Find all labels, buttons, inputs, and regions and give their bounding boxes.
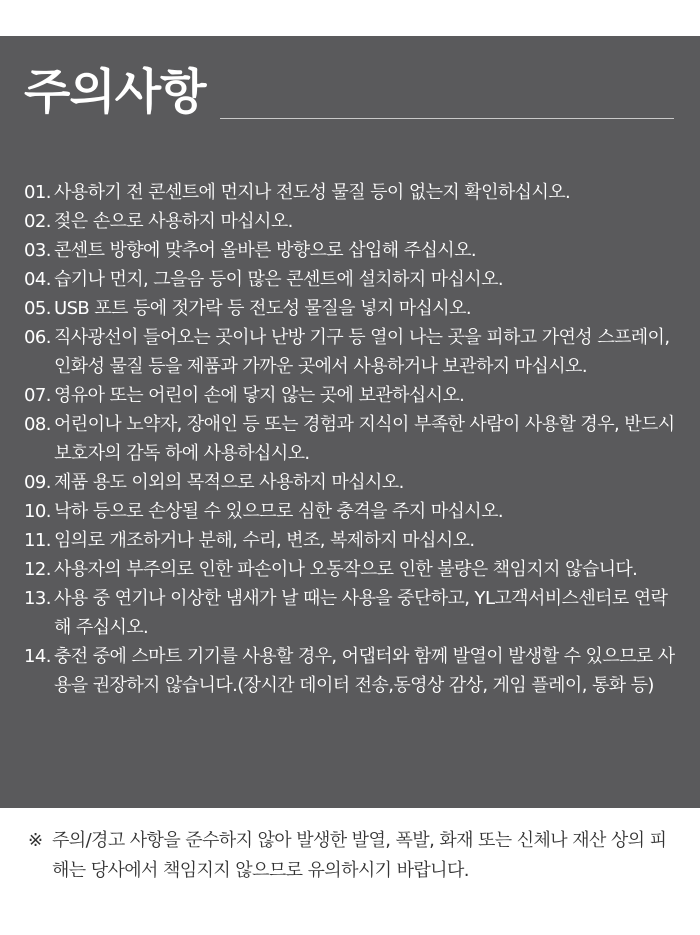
item-number: 11.: [24, 530, 51, 551]
item-number: 05.: [24, 298, 51, 319]
caution-item-13: [24, 584, 684, 642]
item-number: 03.: [24, 240, 51, 261]
item-text: 직사광선이 들어오는 곳이나 난방 기구 등 열이 나는 곳을 피하고 가연성 스프레이, 인화성 물질 등을 제품과 가까운 곳에서 사용하거나 보관하지 마십시오.: [54, 327, 670, 377]
item-text: 어린이나 노약자, 장애인 등 또는 경험과 지식이 부족한 사람이 사용할 경우, 반드시 보호자의 감독 하에 사용하십시오.: [54, 414, 675, 464]
item-number: 13.: [24, 588, 51, 609]
item-text: 영유아 또는 어린이 손에 닿지 않는 곳에 보관하십시오.: [54, 385, 465, 406]
item-number: 06.: [24, 327, 51, 348]
item-number: 12.: [24, 559, 51, 580]
item-text: 제품 용도 이외의 목적으로 사용하지 마십시오.: [54, 472, 404, 493]
item-number: 07.: [24, 385, 51, 406]
item-text: 젖은 손으로 사용하지 마십시오.: [54, 211, 293, 232]
caution-item-06: [24, 323, 684, 381]
item-number: 10.: [24, 501, 51, 522]
item-text: 사용하기 전 콘센트에 먼지나 전도성 물질 등이 없는지 확인하십시오.: [54, 182, 571, 203]
caution-item-12: [24, 555, 684, 584]
item-number: 14.: [24, 646, 51, 667]
item-text: 낙하 등으로 손상될 수 있으므로 심한 충격을 주지 마십시오.: [54, 501, 504, 522]
item-text: 충전 중에 스마트 기기를 사용할 경우, 어댑터와 함께 발열이 발생할 수 있으므로 사용을 권장하지 않습니다.(장시간 데이터 전송,동영상 감상, 게임 플레이, 통화 등): [54, 646, 675, 696]
disclaimer-text: 주의/경고 사항을 준수하지 않아 발생한 발열, 폭발, 화재 또는 신체나 재산 상의 피해는 당사에서 책임지지 않으므로 유의하시기 바랍니다.: [52, 830, 667, 881]
item-number: 08.: [24, 414, 51, 435]
reference-mark: ※: [28, 830, 43, 851]
caution-item-02: [24, 207, 684, 236]
caution-item-09: [24, 468, 684, 497]
item-number: 09.: [24, 472, 51, 493]
item-number: 02.: [24, 211, 51, 232]
caution-item-05: [24, 294, 684, 323]
item-text: 사용자의 부주의로 인한 파손이나 오동작으로 인한 불량은 책임지지 않습니다.: [54, 559, 638, 580]
caution-item-07: [24, 381, 684, 410]
caution-item-14: [24, 642, 684, 700]
caution-item-11: [24, 526, 684, 555]
caution-item-03: [24, 236, 684, 265]
item-number: 04.: [24, 269, 51, 290]
item-number: 01.: [24, 182, 51, 203]
caution-item-08: [24, 410, 684, 468]
item-text: 습기나 먼지, 그을음 등이 많은 콘센트에 설치하지 마십시오.: [54, 269, 504, 290]
item-text: 사용 중 연기나 이상한 냄새가 날 때는 사용을 중단하고, YL고객서비스센터로 연락해 주십시오.: [54, 588, 668, 638]
caution-header: [24, 62, 674, 132]
item-text: 콘센트 방향에 맞추어 올바른 방향으로 삽입해 주십시오.: [54, 240, 476, 261]
item-text: USB 포트 등에 젓가락 등 전도성 물질을 넣지 마십시오.: [54, 298, 472, 319]
page-title: 주의사항: [24, 64, 206, 120]
disclaimer-notice: [28, 826, 678, 886]
caution-item-10: [24, 497, 684, 526]
title-divider: [220, 118, 674, 119]
caution-list: [24, 178, 684, 700]
caution-item-01: [24, 178, 684, 207]
caution-item-04: [24, 265, 684, 294]
item-text: 임의로 개조하거나 분해, 수리, 변조, 복제하지 마십시오.: [54, 530, 475, 551]
